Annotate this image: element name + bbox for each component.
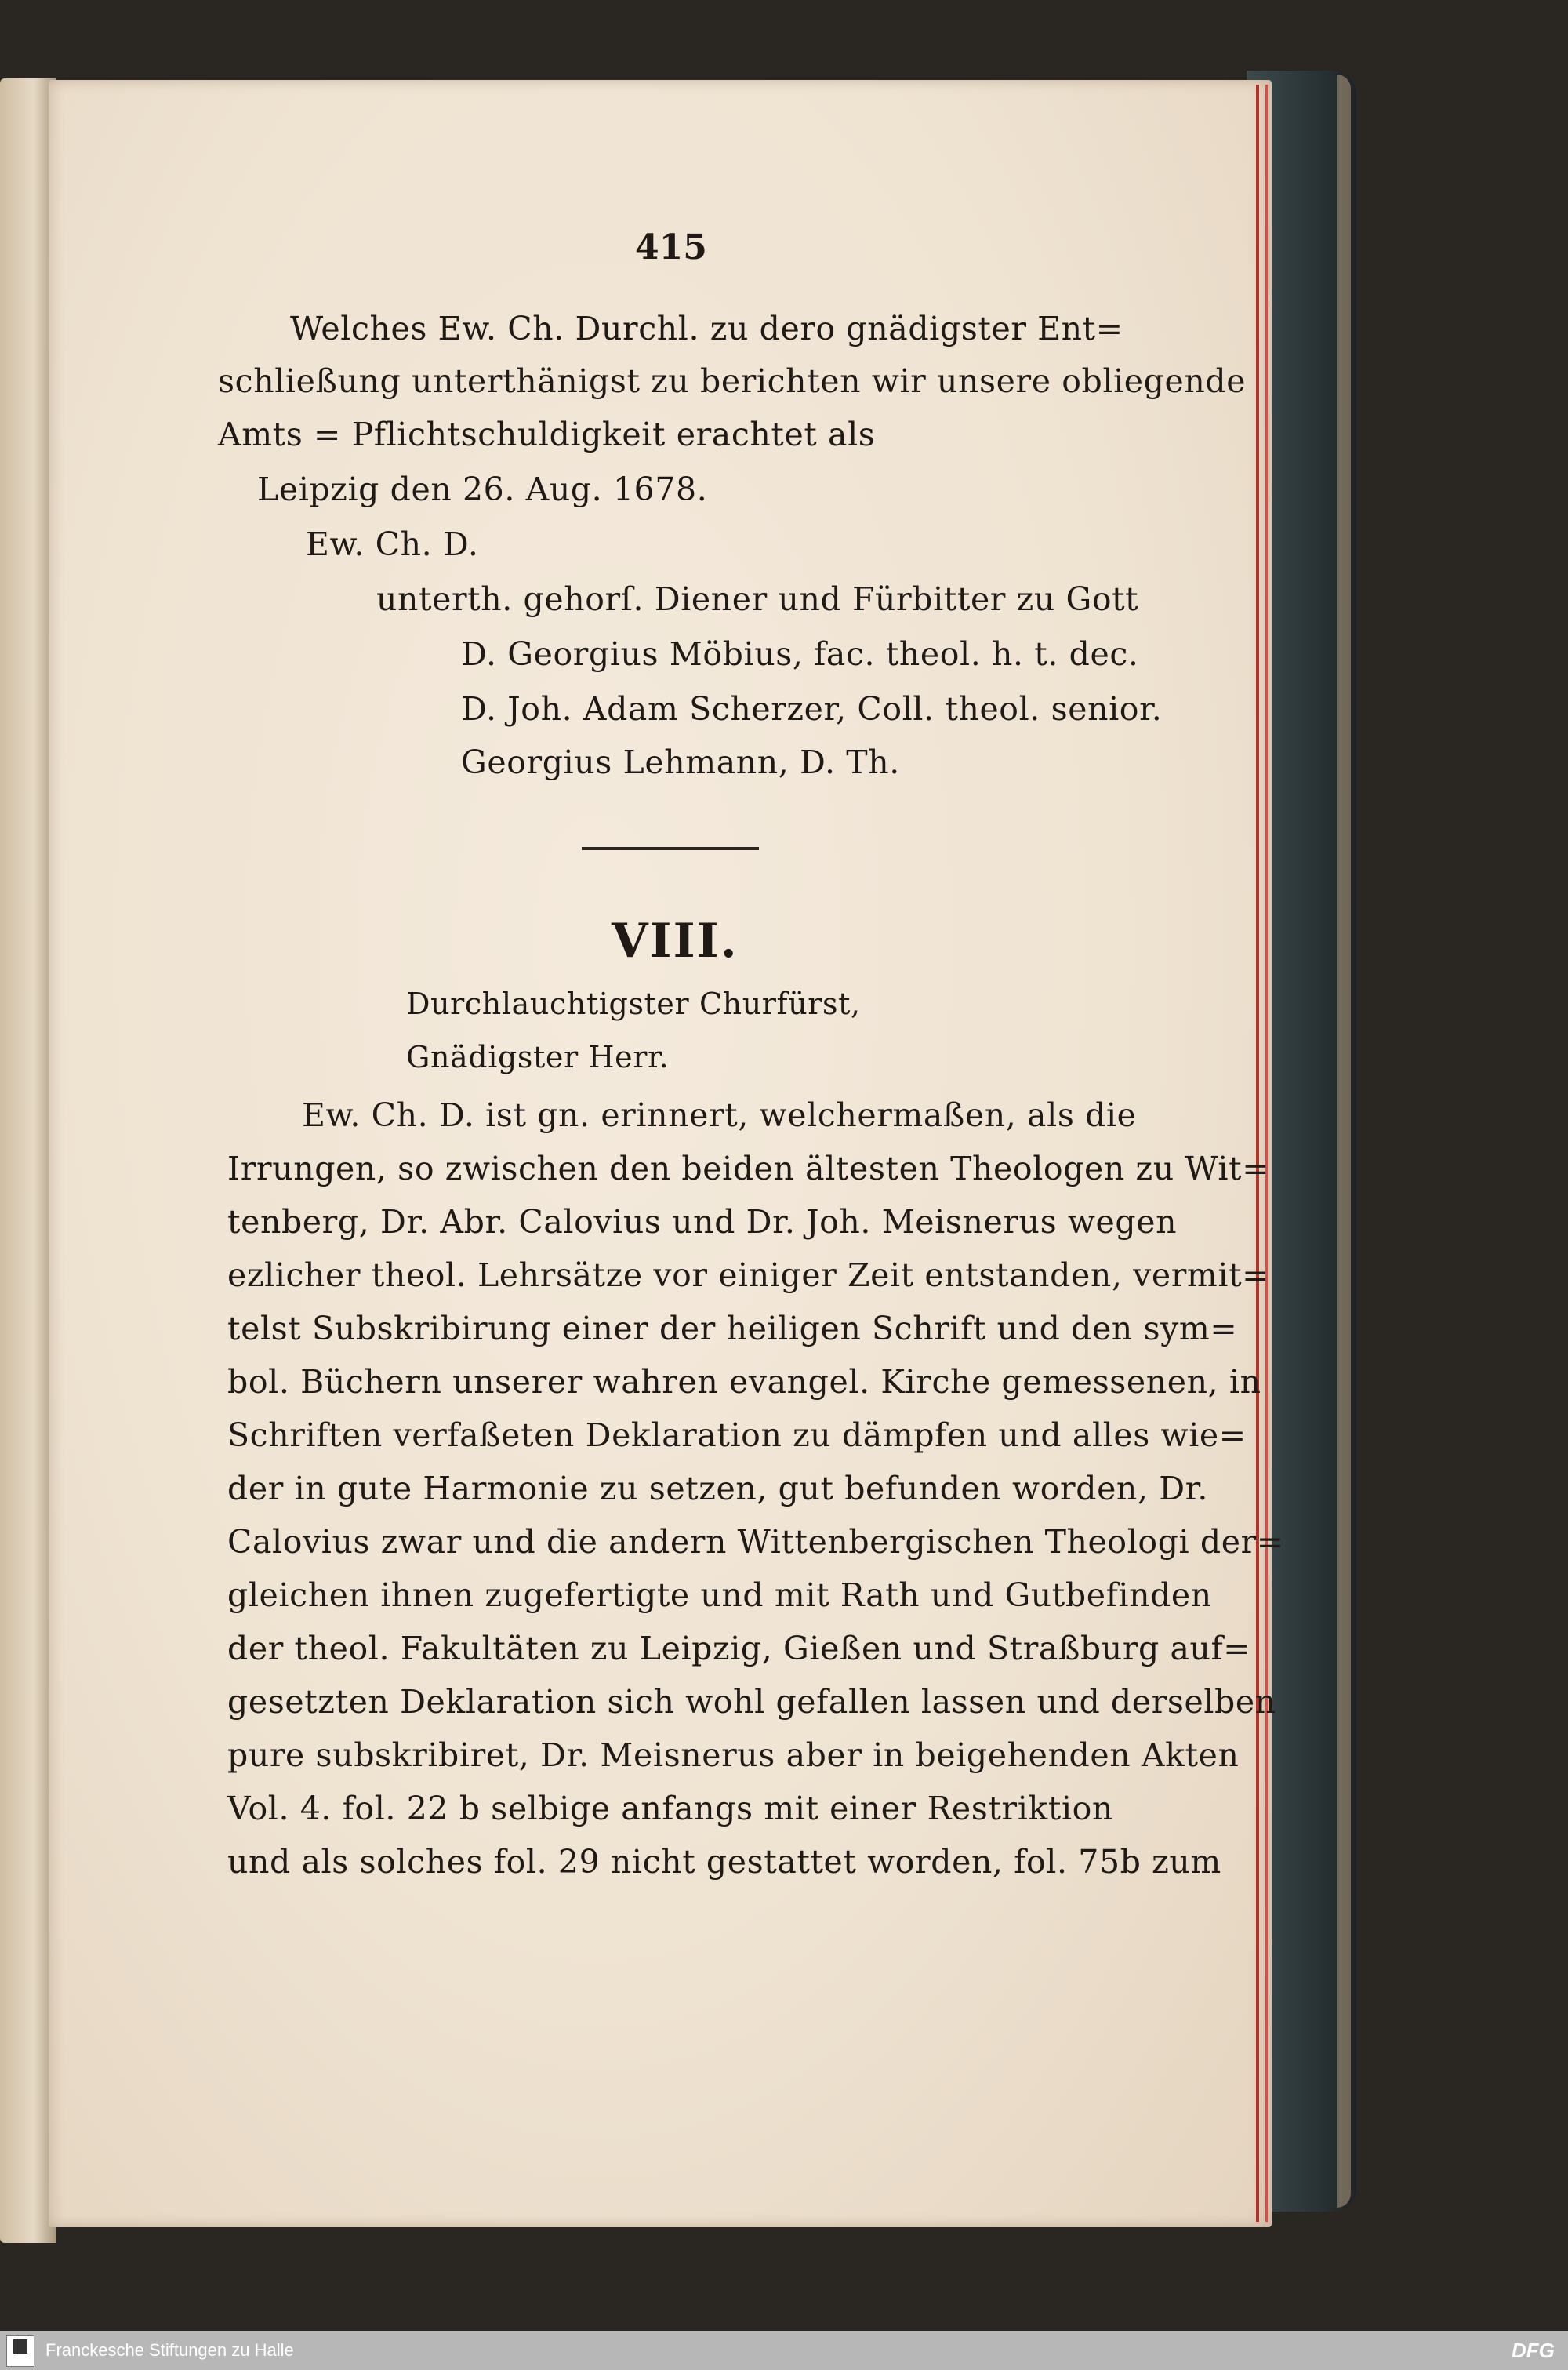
institution-logo-icon: [6, 2335, 34, 2367]
cover-edge: [1337, 75, 1351, 2208]
body-line-11: der theol. Fakultäten zu Leipzig, Gießen und Straßburg auf=: [227, 1630, 1251, 1667]
logo-mark: [13, 2339, 27, 2354]
body-line-15: und als solches fol. 29 nicht gestattet worden, fol. 75b zum: [227, 1843, 1221, 1881]
body-line-1: Ew. Ch. D. ist gn. erinnert, welchermaßen, als die: [302, 1096, 1137, 1134]
signature-2: D. Joh. Adam Scherzer, Coll. theol. senior.: [461, 690, 1163, 728]
signature-1: D. Georgius Möbius, fac. theol. h. t. dec.: [461, 635, 1139, 673]
body-line-4: ezlicher theol. Lehrsätze vor einiger Zeit entstanden, vermit=: [227, 1256, 1270, 1294]
signature-3: Georgius Lehmann, D. Th.: [461, 743, 900, 781]
body-line-14: Vol. 4. fol. 22 b selbige anfangs mit einer Restriktion: [227, 1790, 1113, 1827]
closing-line: unterth. gehorſ. Diener und Fürbitter zu Gott: [376, 580, 1139, 618]
salutation-1: Durchlauchtigster Churfürst,: [406, 987, 861, 1021]
body-line-10: gleichen ihnen zugefertigte und mit Rath und Gutbefinden: [227, 1576, 1212, 1614]
salutation-2: Gnädigster Herr.: [406, 1040, 670, 1074]
body-line-3: tenberg, Dr. Abr. Calovius und Dr. Joh. Meisnerus wegen: [227, 1203, 1178, 1241]
body-line-6: bol. Büchern unserer wahren evangel. Kirche gemessenen, in: [227, 1363, 1261, 1401]
footer-bar: [0, 2331, 1568, 2370]
text-line-2: schließung unterthänigst zu berichten wir unsere obliegende: [218, 362, 1247, 400]
page-number: 415: [635, 227, 707, 267]
section-heading: VIII.: [612, 914, 739, 969]
body-line-12: gesetzten Deklaration sich wohl gefallen lassen und derselben: [227, 1683, 1276, 1721]
place-date-line: Leipzig den 26. Aug. 1678.: [257, 471, 708, 508]
address-line: Ew. Ch. D.: [306, 525, 479, 563]
body-line-2: Irrungen, so zwischen den beiden ältesten Theologen zu Wit=: [227, 1150, 1270, 1187]
body-line-13: pure subskribiret, Dr. Meisnerus aber in beigehenden Akten: [227, 1736, 1240, 1774]
body-line-5: telst Subskribirung einer der heiligen Schrift und den sym=: [227, 1310, 1238, 1347]
text-line-3: Amts = Pflichtschuldigkeit erachtet als: [218, 416, 876, 453]
body-line-7: Schriften verfaßeten Deklaration zu dämpfen und alles wie=: [227, 1416, 1247, 1454]
section-divider: [582, 847, 759, 850]
body-line-8: der in gute Harmonie zu setzen, gut befunden worden, Dr.: [227, 1470, 1209, 1507]
dfg-logo: DFG: [1512, 2339, 1555, 2362]
body-line-9: Calovius zwar und die andern Wittenbergischen Theologi der=: [227, 1523, 1284, 1561]
institution-name: Franckesche Stiftungen zu Halle: [45, 2340, 294, 2360]
text-line-1: Welches Ew. Ch. Durchl. zu dero gnädigster Ent=: [290, 310, 1123, 347]
